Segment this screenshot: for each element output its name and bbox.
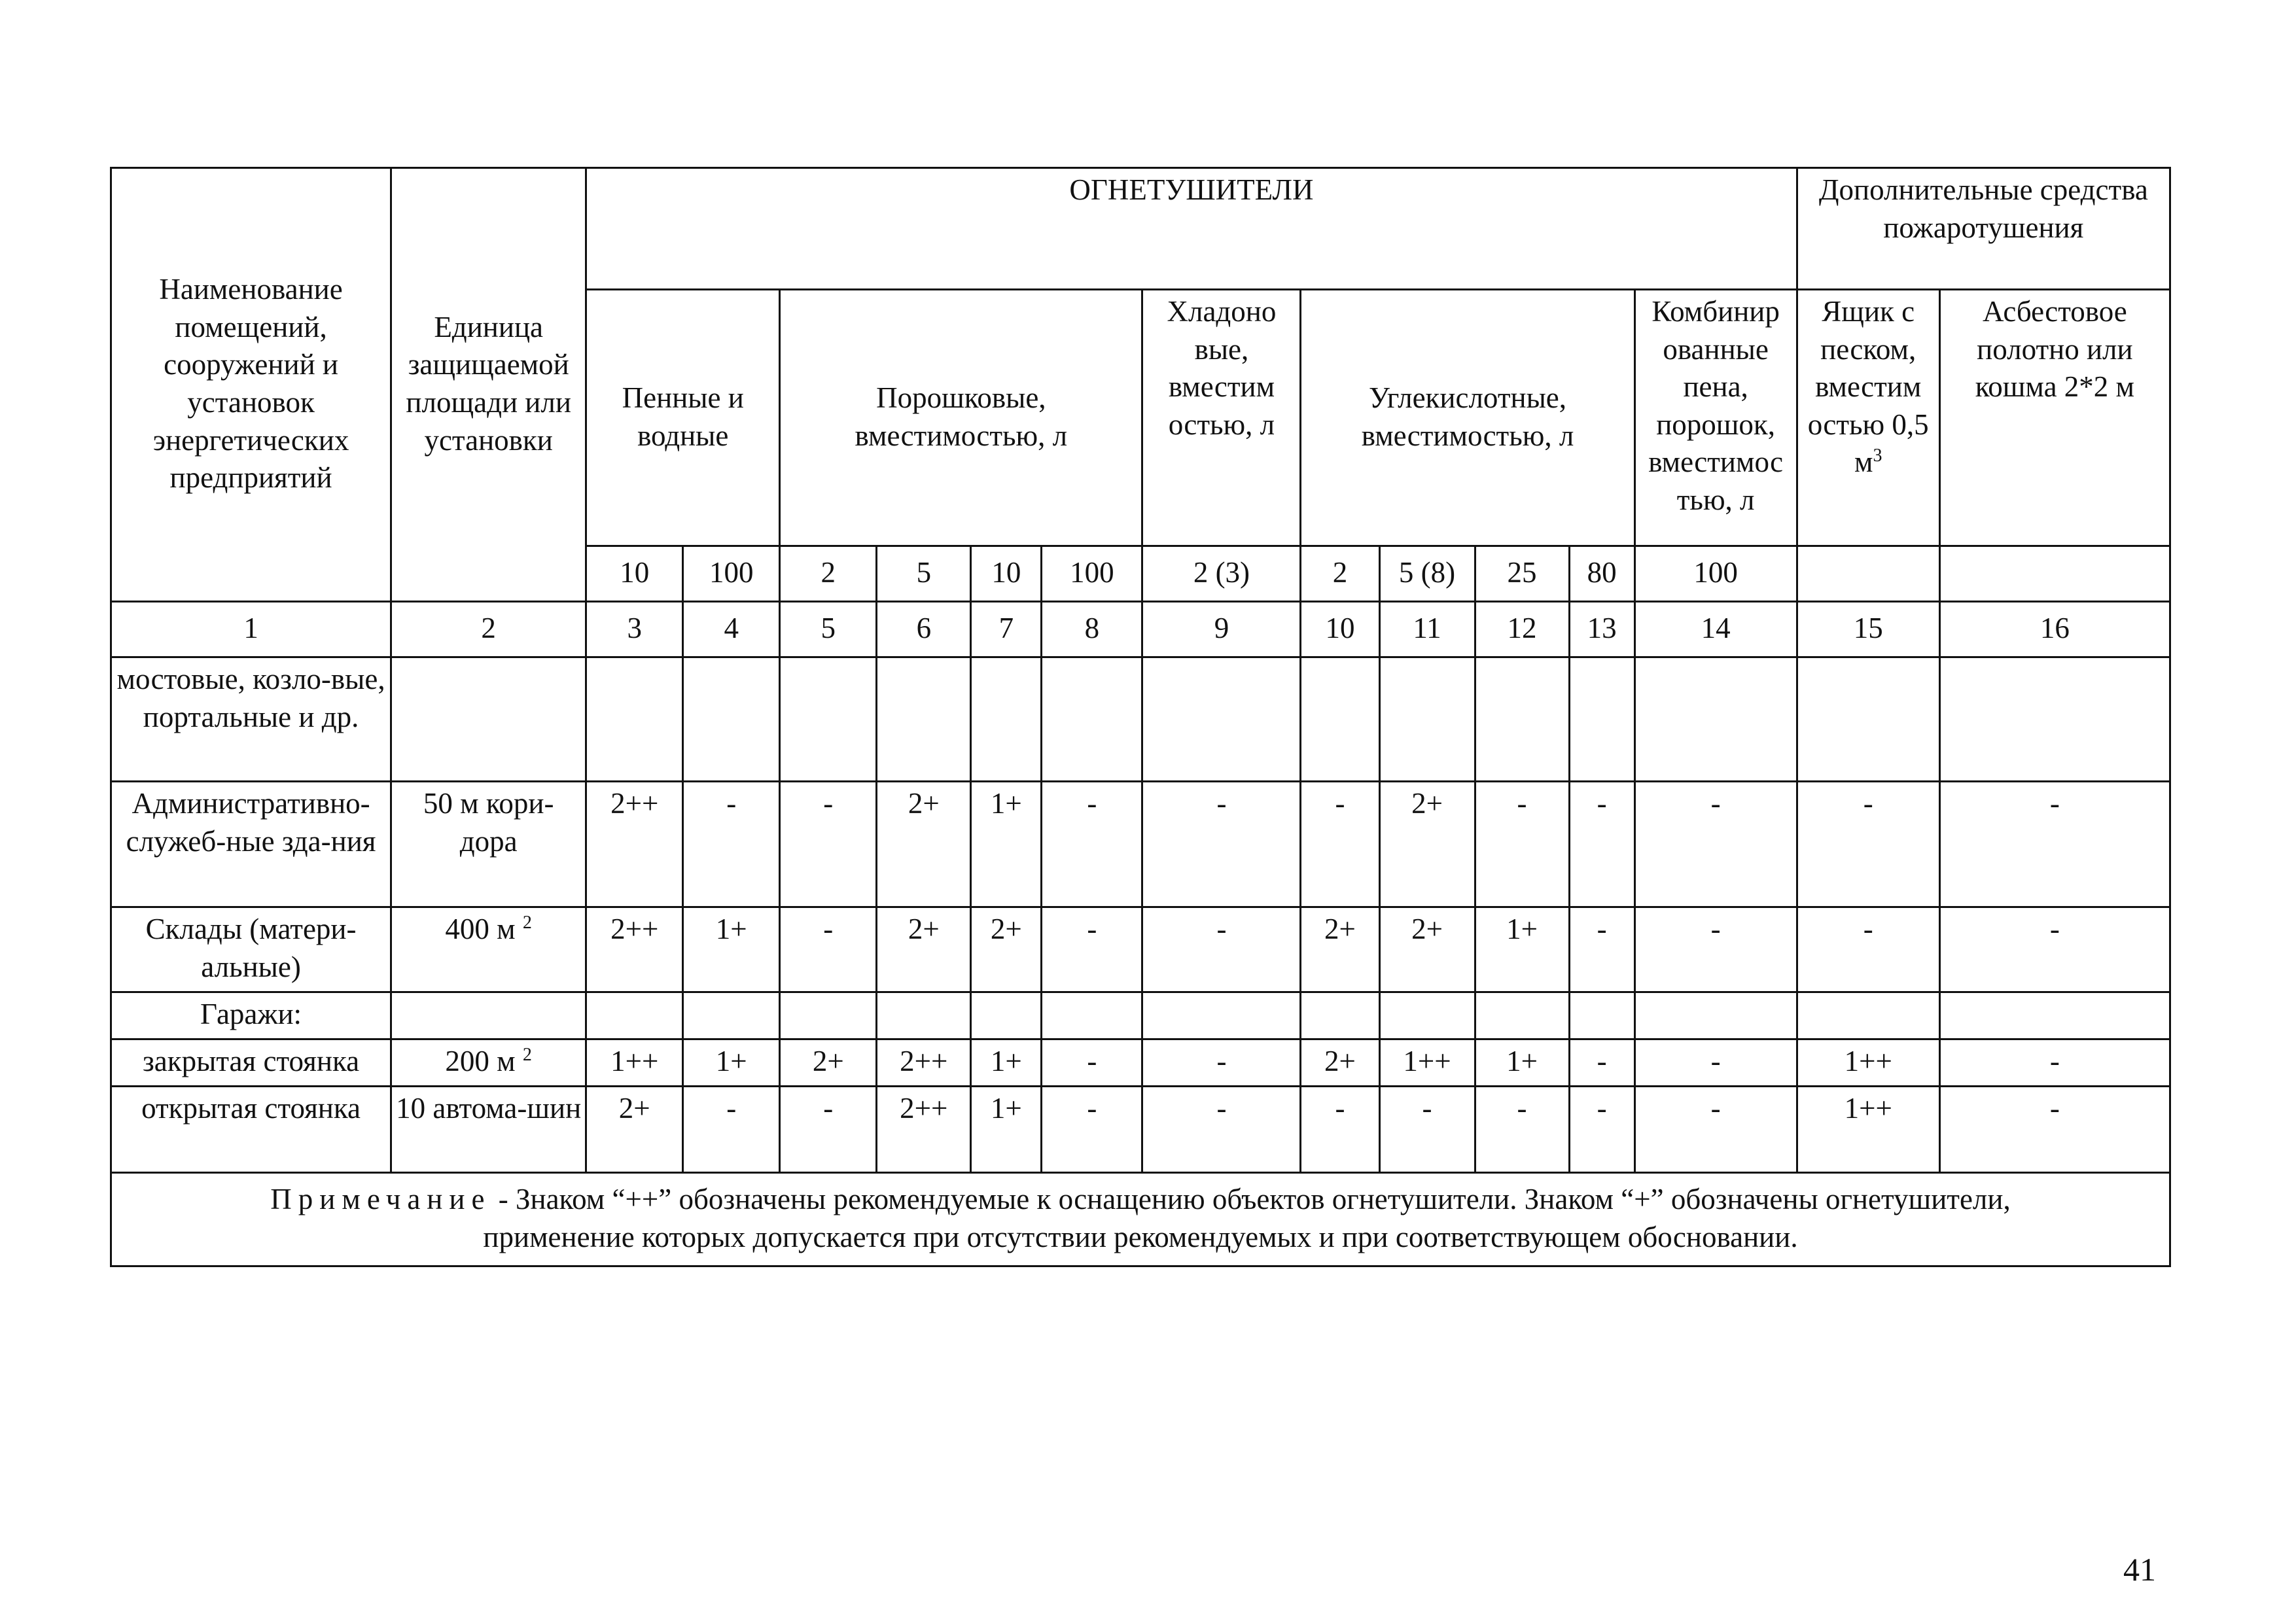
table-cell: - xyxy=(683,1087,780,1173)
column-number: 16 xyxy=(1939,602,2170,657)
row-name: мостовые, козло-вые, портальные и др. xyxy=(111,657,391,782)
volume-cell xyxy=(1797,546,1939,602)
column-number: 11 xyxy=(1379,602,1475,657)
row-name: Административно-служеб-ные зда-ния xyxy=(111,782,391,907)
table-cell: 2++ xyxy=(877,1039,971,1087)
sandbox-header: Ящик с песком, вместим остью 0,5 $м^3$ xyxy=(1797,290,1939,546)
table-cell: - xyxy=(1301,782,1379,907)
table-note xyxy=(111,1173,2170,1266)
table-cell: - xyxy=(1142,782,1301,907)
table-cell xyxy=(586,992,683,1039)
column-number: 3 xyxy=(586,602,683,657)
table-row xyxy=(111,907,2170,992)
table-cell: - xyxy=(1569,782,1634,907)
table-cell: - xyxy=(1634,907,1797,992)
table-cell: 2+ xyxy=(877,782,971,907)
table-cell xyxy=(683,657,780,782)
table-cell: - xyxy=(1939,782,2170,907)
table-cell: 1++ xyxy=(1379,1039,1475,1087)
table-cell: - xyxy=(1042,782,1142,907)
volume-cell: 5 (8) xyxy=(1379,546,1475,602)
table-cell xyxy=(1301,992,1379,1039)
volume-cell: 2 xyxy=(1301,546,1379,602)
column-number: 15 xyxy=(1797,602,1939,657)
table-cell xyxy=(586,657,683,782)
table-cell: - xyxy=(780,1087,877,1173)
table-row xyxy=(111,782,2170,907)
blanket-header: Асбестовое полотно или кошма 2*2 м xyxy=(1939,290,2170,546)
table-cell: - xyxy=(683,782,780,907)
volume-cell: 25 xyxy=(1475,546,1569,602)
table-cell: - xyxy=(1634,1087,1797,1173)
volume-cell: 100 xyxy=(1042,546,1142,602)
table-cell xyxy=(1569,992,1634,1039)
volume-cell: 10 xyxy=(586,546,683,602)
table-cell: - xyxy=(1569,1087,1634,1173)
table-cell: 2+ xyxy=(586,1087,683,1173)
row-name: открытая стоянка xyxy=(111,1087,391,1173)
table-cell: 2+ xyxy=(780,1039,877,1087)
halon-header: Хладоно вые, вместим остью, л xyxy=(1142,290,1301,546)
table-cell: 2+ xyxy=(1379,907,1475,992)
table-row xyxy=(111,1087,2170,1173)
co2-header: Углекислотные, вместимостью, л xyxy=(1301,290,1634,546)
note-row xyxy=(111,1173,2170,1266)
table-cell: - xyxy=(1475,1087,1569,1173)
extinguisher-norms-table xyxy=(110,167,2171,1267)
table-cell: - xyxy=(1379,1087,1475,1173)
column-number: 5 xyxy=(780,602,877,657)
column-number: 2 xyxy=(391,602,586,657)
table-cell: 1+ xyxy=(1475,1039,1569,1087)
table-cell xyxy=(1142,657,1301,782)
table-cell xyxy=(1939,657,2170,782)
table-cell xyxy=(1569,657,1634,782)
table-cell xyxy=(971,992,1042,1039)
table-cell xyxy=(780,657,877,782)
table-row xyxy=(111,657,2170,782)
table-cell: - xyxy=(1797,907,1939,992)
note-text-line2: применение которых допускается при отсутствии рекомендуемых и при соответствующем обосновании. xyxy=(483,1221,1798,1253)
column-number: 13 xyxy=(1569,602,1634,657)
row-unit xyxy=(391,657,586,782)
table-cell: 2+ xyxy=(1301,1039,1379,1087)
table-cell: - xyxy=(1042,1039,1142,1087)
column-number: 12 xyxy=(1475,602,1569,657)
table-cell: - xyxy=(1939,1039,2170,1087)
volume-cell: 100 xyxy=(683,546,780,602)
table-cell xyxy=(1939,992,2170,1039)
table-cell: 1++ xyxy=(1797,1087,1939,1173)
table-cell: - xyxy=(780,907,877,992)
column-number: 7 xyxy=(971,602,1042,657)
table-cell xyxy=(1301,657,1379,782)
table-row xyxy=(111,1039,2170,1087)
col-unit-header: Единица защищаемой площади или установки xyxy=(391,168,586,602)
additional-means-header: Дополнительные средства пожаротушения xyxy=(1797,168,2170,290)
table-cell xyxy=(1379,992,1475,1039)
column-number: 8 xyxy=(1042,602,1142,657)
table-cell: 1++ xyxy=(1797,1039,1939,1087)
table-cell: - xyxy=(1142,1039,1301,1087)
table-row xyxy=(111,992,2170,1039)
table-cell xyxy=(1142,992,1301,1039)
row-unit: 10 автома-шин xyxy=(391,1087,586,1173)
table-cell xyxy=(1797,992,1939,1039)
volume-cell: 5 xyxy=(877,546,971,602)
table-cell xyxy=(877,657,971,782)
column-number: 9 xyxy=(1142,602,1301,657)
page-number: 41 xyxy=(2123,1551,2156,1588)
table-cell: 2+ xyxy=(1301,907,1379,992)
table-cell: - xyxy=(1634,782,1797,907)
combined-header: Комбинир ованные пена, порошок, вместимос тью, л xyxy=(1634,290,1797,546)
table-cell: - xyxy=(1142,1087,1301,1173)
column-number: 6 xyxy=(877,602,971,657)
table-cell: - xyxy=(1142,907,1301,992)
table-cell: - xyxy=(1301,1087,1379,1173)
volume-cell: 10 xyxy=(971,546,1042,602)
row-name: Гаражи: xyxy=(111,992,391,1039)
col-name-header: Наименование помещений, сооружений и установок энергетических предприятий xyxy=(111,168,391,602)
table-cell: - xyxy=(1475,782,1569,907)
column-number: 4 xyxy=(683,602,780,657)
column-number: 1 xyxy=(111,602,391,657)
table-cell: 1+ xyxy=(1475,907,1569,992)
column-number: 14 xyxy=(1634,602,1797,657)
table-cell: 1+ xyxy=(683,907,780,992)
table-cell: 1++ xyxy=(586,1039,683,1087)
table-cell xyxy=(780,992,877,1039)
table-cell: - xyxy=(1939,1087,2170,1173)
table-cell: 1+ xyxy=(971,1087,1042,1173)
extinguishers-header: ОГНЕТУШИТЕЛИ xyxy=(586,168,1797,290)
table-cell xyxy=(971,657,1042,782)
table-cell xyxy=(1634,657,1797,782)
table-cell: - xyxy=(780,782,877,907)
table-cell: - xyxy=(1569,1039,1634,1087)
row-unit: 200 м $^2$ xyxy=(391,1039,586,1087)
row-name: Склады (матери-альные) xyxy=(111,907,391,992)
table-cell: 1+ xyxy=(971,1039,1042,1087)
table-cell: 2+ xyxy=(877,907,971,992)
row-name: закрытая стоянка xyxy=(111,1039,391,1087)
row-unit: 50 м кори-дора xyxy=(391,782,586,907)
table-cell: 2++ xyxy=(877,1087,971,1173)
column-number: 10 xyxy=(1301,602,1379,657)
table-cell xyxy=(1042,992,1142,1039)
volume-cell: 80 xyxy=(1569,546,1634,602)
table-cell: - xyxy=(1797,782,1939,907)
table-cell: 2++ xyxy=(586,782,683,907)
table-cell: - xyxy=(1634,1039,1797,1087)
table-cell xyxy=(1475,657,1569,782)
volume-cell: 2 (3) xyxy=(1142,546,1301,602)
table-cell: - xyxy=(1569,907,1634,992)
table-cell xyxy=(1475,992,1569,1039)
row-unit: 400 м $^2$ xyxy=(391,907,586,992)
table-cell: - xyxy=(1042,907,1142,992)
volume-cell: 100 xyxy=(1634,546,1797,602)
row-unit xyxy=(391,992,586,1039)
table-cell: 2+ xyxy=(1379,782,1475,907)
powder-header: Порошковые, вместимостью, л xyxy=(780,290,1142,546)
table-cell: 2++ xyxy=(586,907,683,992)
table-cell xyxy=(877,992,971,1039)
table-cell xyxy=(683,992,780,1039)
table-cell: 1+ xyxy=(683,1039,780,1087)
table-cell: - xyxy=(1042,1087,1142,1173)
volume-cell xyxy=(1939,546,2170,602)
table-cell: - xyxy=(1939,907,2170,992)
header-row-1 xyxy=(111,168,2170,290)
table-cell xyxy=(1797,657,1939,782)
note-text-line1: - Знаком “++” обозначены рекомендуемые к оснащению объектов огнетушители. Знаком “+” обозначены огнетушители, xyxy=(491,1183,2011,1216)
table-cell xyxy=(1042,657,1142,782)
volume-cell: 2 xyxy=(780,546,877,602)
table-cell: 2+ xyxy=(971,907,1042,992)
table-cell xyxy=(1379,657,1475,782)
table-cell: 1+ xyxy=(971,782,1042,907)
note-label: Примечание xyxy=(270,1183,491,1216)
column-number-row xyxy=(111,602,2170,657)
table-cell xyxy=(1634,992,1797,1039)
foam-header: Пенные и водные xyxy=(586,290,780,546)
